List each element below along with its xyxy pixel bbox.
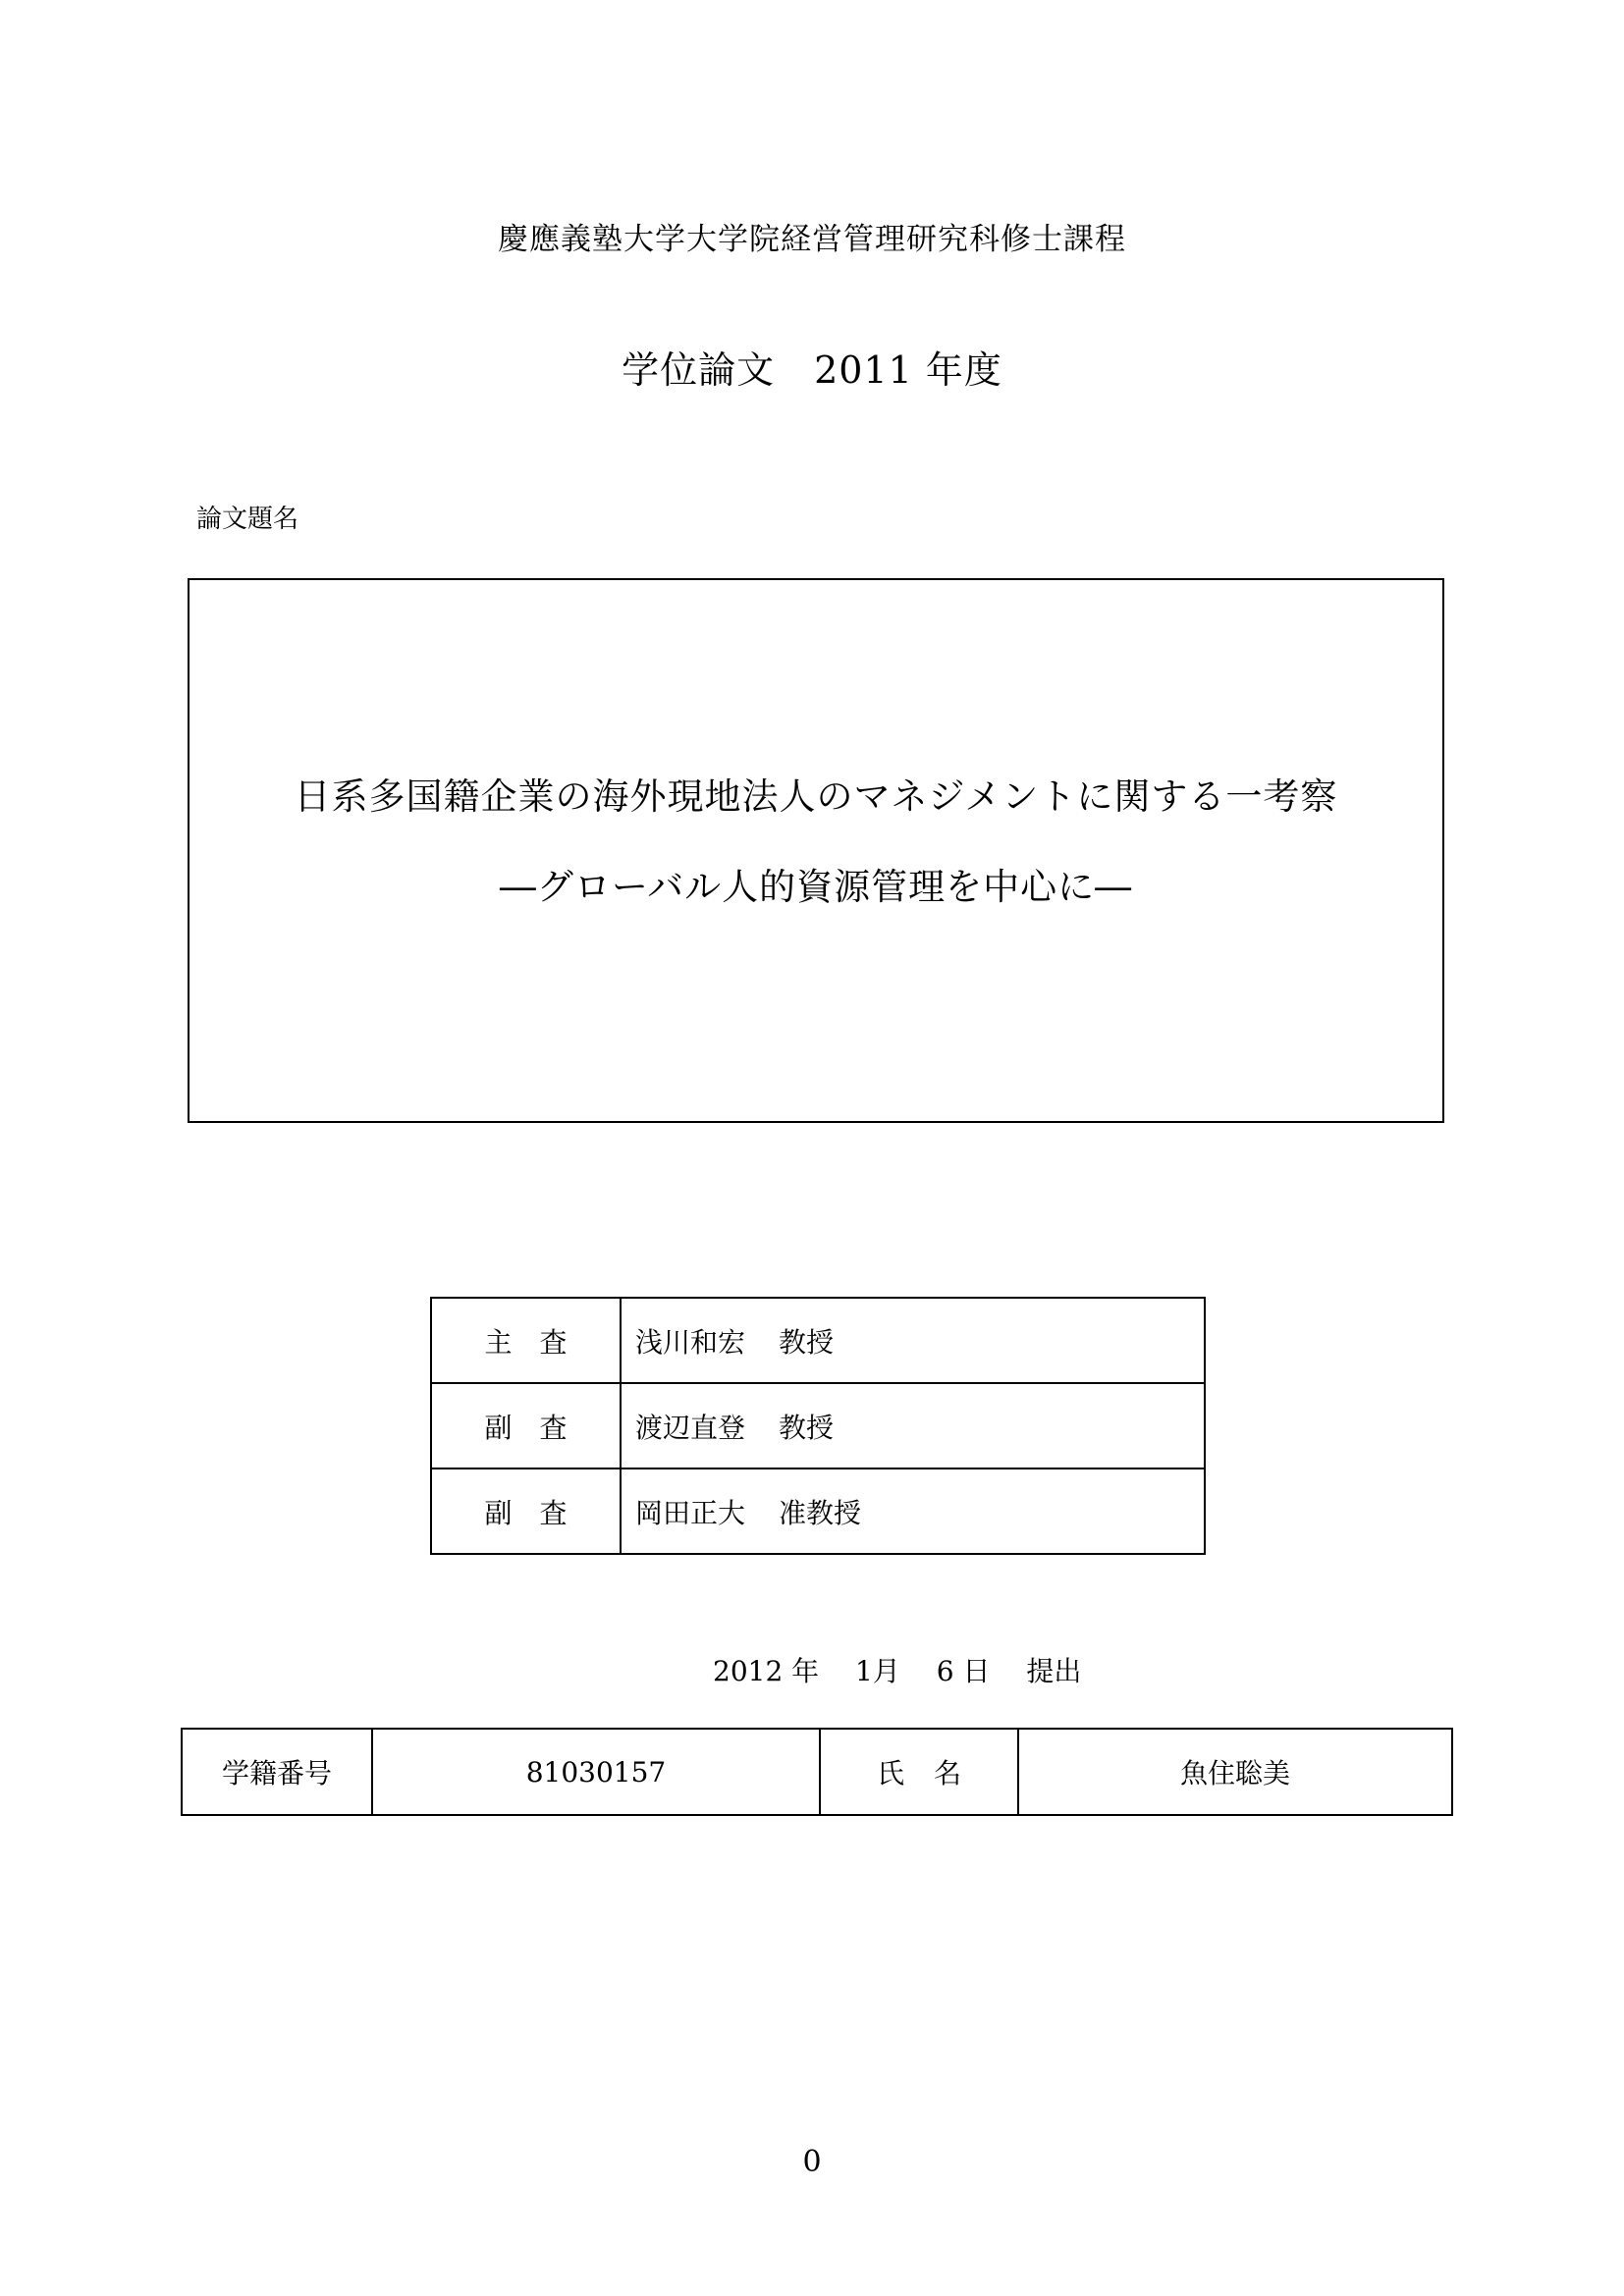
student-name-label bbox=[820, 1729, 1018, 1815]
examiner-name: 岡田正大 bbox=[635, 1496, 746, 1529]
role-char: 副 bbox=[484, 1411, 513, 1444]
examiner-position: 教授 bbox=[779, 1411, 835, 1444]
examiner-position: 教授 bbox=[779, 1325, 835, 1359]
thesis-subtitle: ―グローバル人的資源管理を中心に― bbox=[499, 866, 1133, 908]
examiner-role bbox=[431, 1468, 621, 1554]
examiner-name-cell bbox=[621, 1383, 1205, 1468]
role-char: 主 bbox=[484, 1325, 513, 1359]
table-row bbox=[431, 1468, 1205, 1554]
examiner-position: 准教授 bbox=[779, 1496, 862, 1529]
examiner-role bbox=[431, 1298, 621, 1383]
role-char: 副 bbox=[484, 1496, 513, 1529]
examiners-table bbox=[430, 1297, 1206, 1555]
student-info-table bbox=[181, 1728, 1453, 1816]
student-id-value: 81030157 bbox=[372, 1729, 820, 1815]
degree-label: 学位論文 bbox=[622, 348, 776, 392]
submission-date: 2012 年 1月 6 日 提出 bbox=[713, 1655, 1082, 1687]
thesis-main-title: 日系多国籍企業の海外現地法人のマネジメントに関する一考察 bbox=[294, 775, 1338, 818]
name-label-char: 氏 bbox=[876, 1757, 904, 1789]
page-number: 0 bbox=[802, 2145, 822, 2179]
examiner-name: 渡辺直登 bbox=[635, 1411, 746, 1444]
degree-heading bbox=[0, 340, 1624, 394]
table-row bbox=[431, 1298, 1205, 1383]
degree-year: 2011 年度 bbox=[814, 348, 1002, 392]
examiner-name: 浅川和宏 bbox=[635, 1325, 746, 1359]
table-row bbox=[431, 1383, 1205, 1468]
role-char: 査 bbox=[539, 1325, 568, 1359]
thesis-title-label: 論文題名 bbox=[196, 505, 299, 534]
thesis-title-box bbox=[188, 578, 1444, 1123]
name-label-char: 名 bbox=[934, 1757, 962, 1789]
examiner-name-cell bbox=[621, 1298, 1205, 1383]
student-id-label: 学籍番号 bbox=[182, 1729, 372, 1815]
table-row bbox=[182, 1729, 1452, 1815]
role-char: 査 bbox=[539, 1411, 568, 1444]
university-program: 慶應義塾大学大学院経営管理研究科修士課程 bbox=[498, 222, 1126, 257]
role-char: 査 bbox=[539, 1496, 568, 1529]
examiner-name-cell bbox=[621, 1468, 1205, 1554]
student-name-value: 魚住聡美 bbox=[1018, 1729, 1452, 1815]
examiner-role bbox=[431, 1383, 621, 1468]
